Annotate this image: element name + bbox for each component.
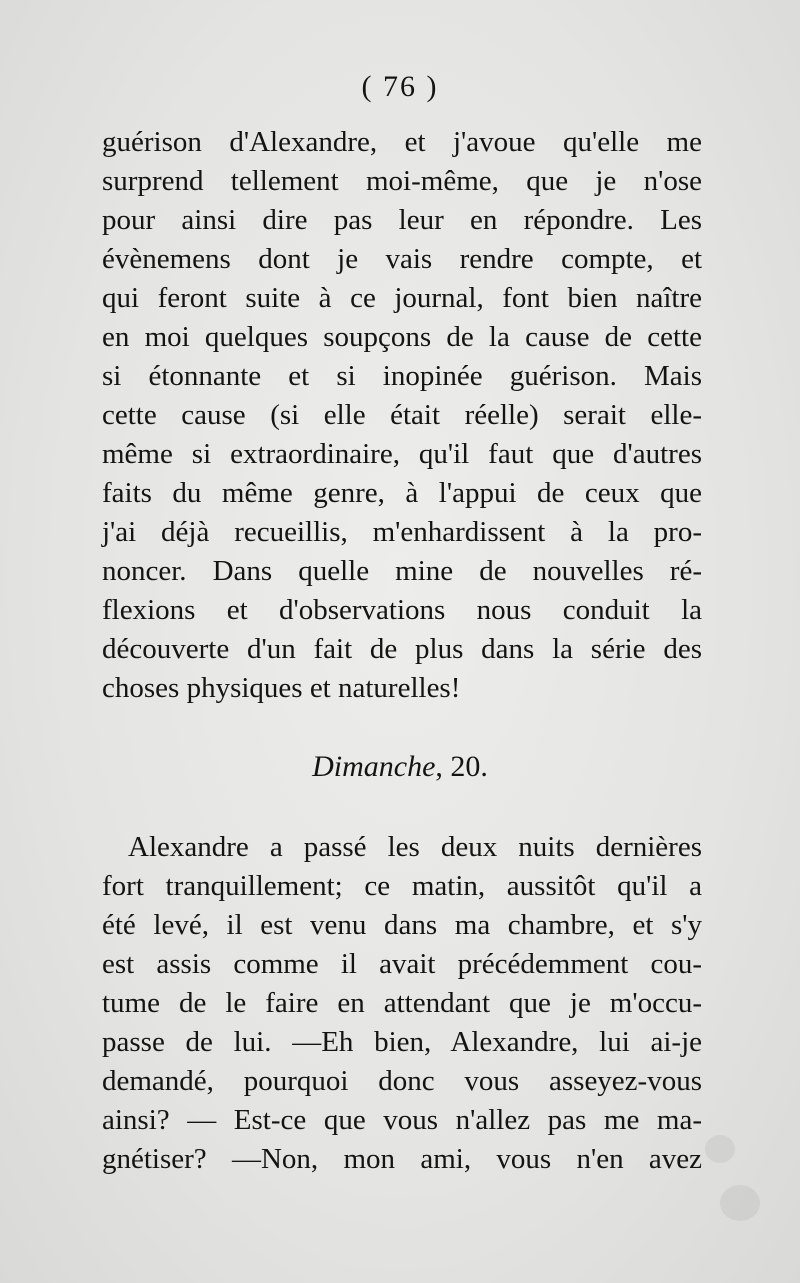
text-line: cette cause (si elle était réelle) serait elle- xyxy=(102,399,702,431)
text-line: Alexandre a passé les deux nuits dernières xyxy=(128,831,702,863)
text-line: ainsi? — Est-ce que vous n'allez pas me ma- xyxy=(102,1104,702,1136)
paragraph-2 xyxy=(102,828,702,1179)
text-line: flexions et d'observations nous conduit la xyxy=(102,594,702,626)
text-line: faits du même genre, à l'appui de ceux que xyxy=(102,477,702,509)
text-line: fort tranquillement; ce matin, aussitôt qu'il a xyxy=(102,870,702,902)
text-line: pour ainsi dire pas leur en répondre. Les xyxy=(102,204,702,236)
paper-stain xyxy=(705,1135,735,1163)
text-line: choses physiques et naturelles! xyxy=(102,672,461,704)
text-line: évènemens dont je vais rendre compte, et xyxy=(102,243,702,275)
date-heading xyxy=(0,750,800,784)
page-number: ( 76 ) xyxy=(361,70,439,103)
text-line: j'ai déjà recueillis, m'enhardissent à la pro- xyxy=(102,516,702,548)
text-line: passe de lui. —Eh bien, Alexandre, lui ai-je xyxy=(102,1026,702,1058)
date-heading-number: , 20. xyxy=(435,750,488,783)
text-line: demandé, pourquoi donc vous asseyez-vous xyxy=(102,1065,702,1097)
text-line: découverte d'un fait de plus dans la série des xyxy=(102,633,702,665)
text-line: en moi quelques soupçons de la cause de cette xyxy=(102,321,702,353)
text-line: qui feront suite à ce journal, font bien naître xyxy=(102,282,702,314)
text-line: guérison d'Alexandre, et j'avoue qu'elle me xyxy=(102,126,702,158)
text-line: tume de le faire en attendant que je m'occu- xyxy=(102,987,702,1019)
text-line: noncer. Dans quelle mine de nouvelles ré- xyxy=(102,555,702,587)
text-line: gnétiser? —Non, mon ami, vous n'en avez xyxy=(102,1143,702,1175)
text-line: été levé, il est venu dans ma chambre, et s'y xyxy=(102,909,702,941)
date-heading-day: Dimanche xyxy=(312,750,436,783)
paper-stain xyxy=(720,1185,760,1221)
text-line: est assis comme il avait précédemment cou- xyxy=(102,948,702,980)
text-line: même si extraordinaire, qu'il faut que d'autres xyxy=(102,438,702,470)
text-line: si étonnante et si inopinée guérison. Mais xyxy=(102,360,702,392)
text-line: surprend tellement moi-même, que je n'ose xyxy=(102,165,702,197)
paragraph-1 xyxy=(102,123,702,708)
